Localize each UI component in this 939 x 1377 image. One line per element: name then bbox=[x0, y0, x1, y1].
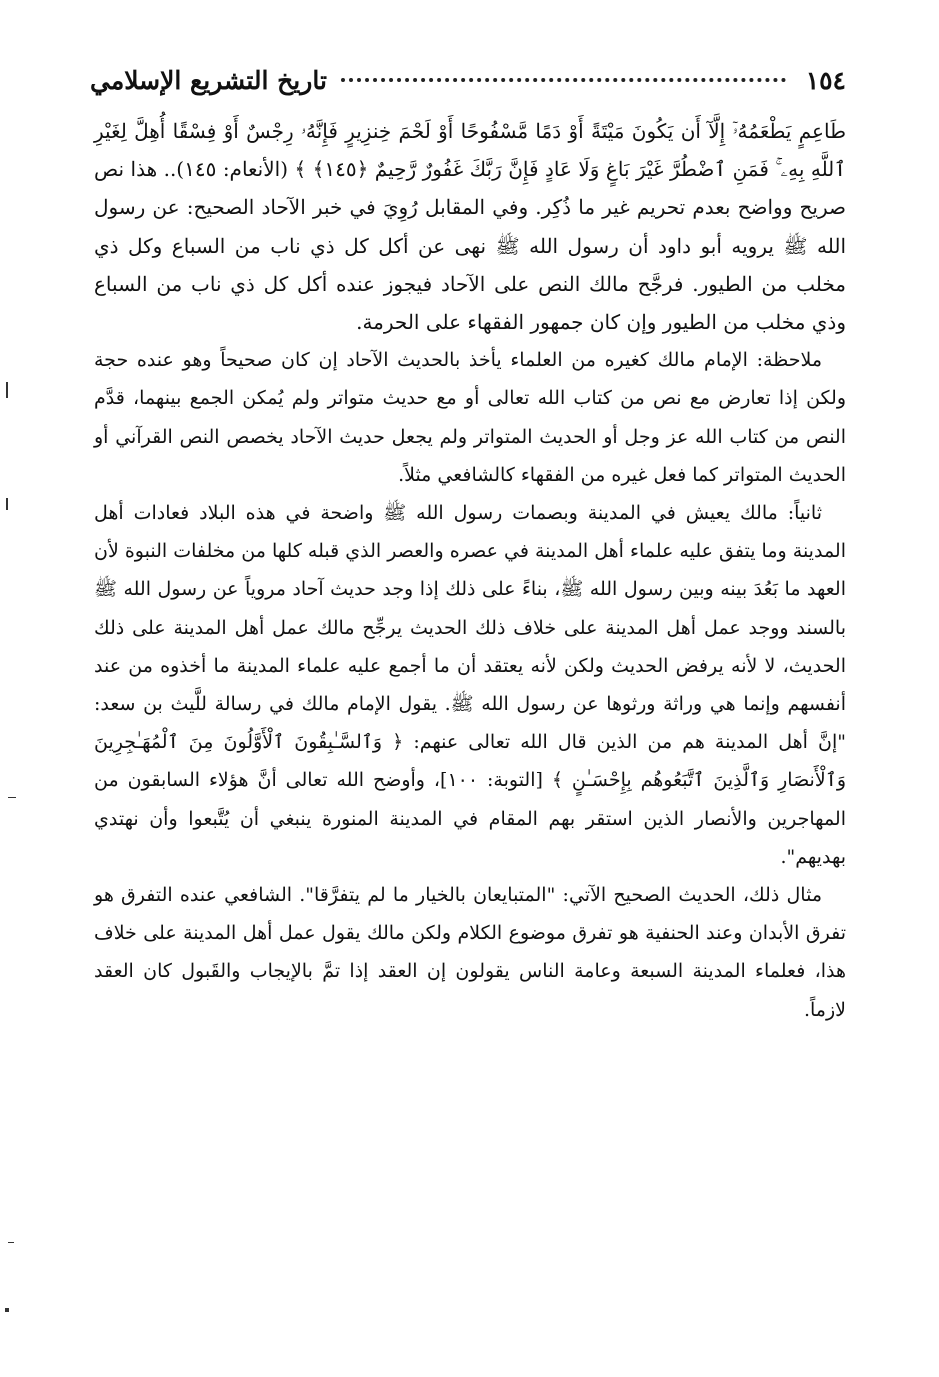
scan-mark bbox=[6, 498, 8, 510]
scan-mark bbox=[5, 1308, 9, 1312]
body-text bbox=[94, 112, 846, 1029]
scan-mark bbox=[8, 797, 16, 798]
page-header bbox=[90, 58, 846, 102]
header-dotted-rule bbox=[341, 78, 786, 82]
paragraph-second-point: ثانياً: مالك يعيش في المدينة وبصمات رسول الله ﷺ واضحة في هذه البلاد فعادات أهل المدينة وما يتفق عليه علماء أهل المدينة في عصره والعصر الذي قبله كلها من مخلفات النبوة لأن العهد ما بَعُدَ بينه وبين رسول الله ﷺ، بناءً على ذلك إذا وجد حديث آحاد مروياً عن رسول الله ﷺ بالسند ووجد عمل أهل المدينة على خلاف ذلك الحديث يرجِّح مالك عمل أهل المدينة على ذلك الحديث، لا لأنه يرفض الحديث ولكن لأنه يعتقد أن ما أجمع عليه علماء المدينة ما أخذوه من عند أنفسهم وإنما هي وراثة ورثوها عن رسول الله ﷺ. يقول الإمام مالك في رسالة للَّيث بن سعد: "إنَّ أهل المدينة هم من الذين قال الله تعالى عنهم: ﴿ وَٱلسَّـٰبِقُونَ ٱلْأَوَّلُونَ مِنَ ٱلْمُهَـٰجِرِينَ وَٱلْأَنصَارِ وَٱلَّذِينَ ٱتَّبَعُوهُم بِإِحْسَـٰنٍ ﴾ [التوبة: ١٠٠]، وأوضح الله تعالى أنَّ هؤلاء السابقون من المهاجرين والأنصار الذين استقر بهم المقام في المدينة المنورة ينبغي أن يُتَّبعوا وأن نهتدي بهديهم". bbox=[94, 502, 846, 868]
paragraph-example: مثال ذلك، الحديث الصحيح الآتي: "المتبايعان بالخيار ما لم يتفرَّقا". الشافعي عنده التفرق هو تفرق الأبدان وعند الحنفية هو تفرق موضوع الكلام ولكن مالك يقول عمل أهل المدينة على خلاف هذا، فعلماء المدينة السبعة وعامة الناس يقولون إن العقد إذا تمَّ بالإيجاب والقَبول كان العقد لازماً. bbox=[94, 884, 846, 1021]
running-title: تاريخ التشريع الإسلامي bbox=[90, 65, 327, 95]
scan-mark bbox=[6, 382, 8, 398]
paragraph-note: ملاحظة: الإمام مالك كغيره من العلماء يأخذ بالحديث الآحاد إن كان صحيحاً وهو عنده حجة ولكن إذا تعارض مع نص من كتاب الله تعالى أو مع حديث متواتر ولم يُمكن الجمع بينهما، قدَّم النص من كتاب الله عز وجل أو الحديث المتواتر ولم يجعل حديث الآحاد يخصص النص القرآني أو الحديث المتواتر كما فعل غيره من الفقهاء كالشافعي مثلاً. bbox=[94, 349, 846, 486]
page-number: ١٥٤ bbox=[805, 65, 846, 95]
paragraph-quran-continuation: طَاعِمٍ يَطْعَمُهُۥٓ إِلَّآ أَن يَكُونَ مَيْتَةً أَوْ دَمًا مَّسْفُوحًا أَوْ لَحْمَ خِنزِيرٍ فَإِنَّهُۥ رِجْسٌ أَوْ فِسْقًا أُهِلَّ لِغَيْرِ ٱللَّهِ بِهِۦ ۚ فَمَنِ ٱضْطُرَّ غَيْرَ بَاغٍ وَلَا عَادٍ فَإِنَّ رَبَّكَ غَفُورٌ رَّحِيمٌ ﴿١٤٥﴾ ﴾ (الأنعام: ١٤٥).. هذا نص صريح وواضح بعدم تحريم غير ما ذُكِر. وفي المقابل رُوِيَ في خبر الآحاد الصحيح: عن رسول الله ﷺ يرويه أبو داود أن رسول الله ﷺ نهى عن أكل كل ذي ناب من السباع وكل ذي مخلب من الطيور. فرجَّح مالك النص على الآحاد فيجوز عنده أكل كل ذي ناب من السباع وذي مخلب من الطيور وإن كان جمهور الفقهاء على الحرمة. bbox=[94, 119, 846, 335]
scan-mark bbox=[8, 1242, 14, 1243]
